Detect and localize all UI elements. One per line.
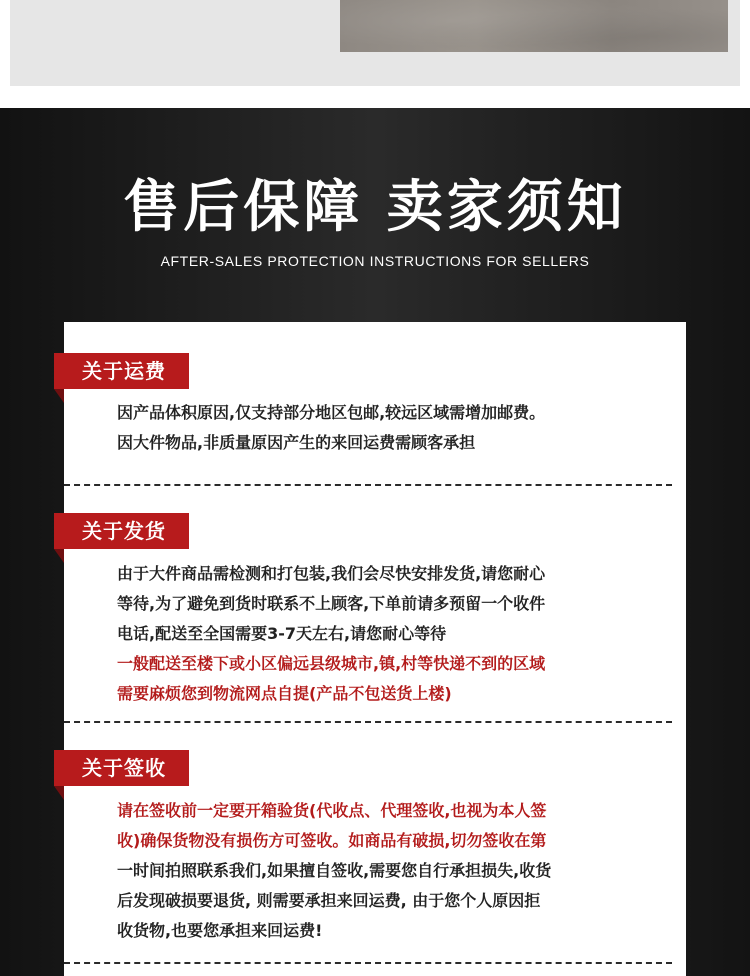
section-tag-signing: 关于签收 xyxy=(54,750,189,786)
section-divider xyxy=(64,721,672,723)
delivery-line-highlight: 需要麻烦您到物流网点自提(产品不包送货上楼) xyxy=(117,684,452,703)
tag-fold xyxy=(54,786,64,800)
section-tag-shipping-fee: 关于运费 xyxy=(54,353,189,389)
page-subtitle: AFTER-SALES PROTECTION INSTRUCTIONS FOR SELLERS xyxy=(160,253,590,269)
page-title: 售后保障 卖家须知 xyxy=(123,175,627,240)
delivery-line-highlight: 一般配送至楼下或小区偏远县级城市,镇,村等快递不到的区域 xyxy=(117,654,546,673)
signing-line-highlight: 请在签收前一定要开箱验货(代收点、代理签收,也视为本人签 xyxy=(117,801,547,820)
delivery-line: 等待,为了避免到货时联系不上顾客,下单前请多预留一个收件 xyxy=(117,594,546,613)
top-band xyxy=(0,0,750,108)
shipping-fee-line: 因大件物品,非质量原因产生的来回运费需顾客承担 xyxy=(117,433,476,452)
delivery-line: 由于大件商品需检测和打包装,我们会尽快安排发货,请您耐心 xyxy=(117,564,546,583)
stone-texture-image xyxy=(340,0,728,52)
signing-line: 一时间拍照联系我们,如果擅自签收,需要您自行承担损失,收货 xyxy=(117,861,552,880)
section-tag-delivery: 关于发货 xyxy=(54,513,189,549)
delivery-line: 电话,配送至全国需要3-7天左右,请您耐心等待 xyxy=(117,624,447,643)
tag-fold xyxy=(54,549,64,563)
tag-fold xyxy=(54,389,64,403)
signing-line-highlight: 收)确保货物没有损伤方可签收。如商品有破损,切勿签收在第 xyxy=(117,831,547,850)
product-image-panel xyxy=(10,0,740,86)
shipping-fee-line: 因产品体积原因,仅支持部分地区包邮,较远区域需增加邮费。 xyxy=(117,403,546,422)
signing-line: 后发现破损要退货, 则需要承担来回运费, 由于您个人原因拒 xyxy=(117,891,541,910)
section-divider xyxy=(64,962,672,964)
section-divider xyxy=(64,484,672,486)
signing-line: 收货物,也要您承担来回运费! xyxy=(117,921,323,940)
